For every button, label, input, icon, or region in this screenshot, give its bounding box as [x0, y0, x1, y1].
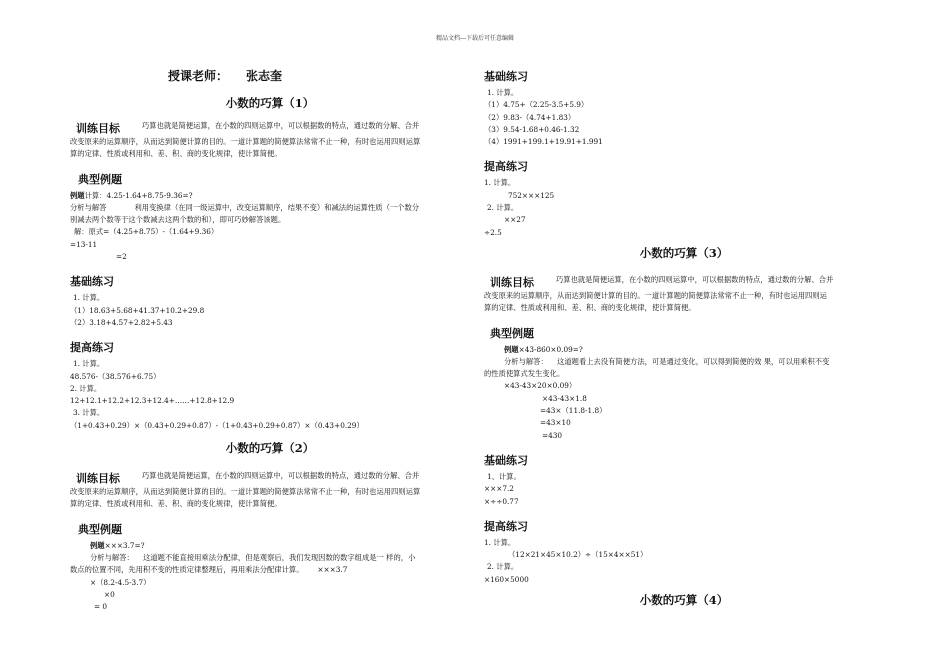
- right-basic-0: 1. 计算。: [487, 88, 519, 97]
- lesson1-improve-4: 3. 计算。: [73, 408, 105, 418]
- right-column: [484, 66, 884, 617]
- lesson2-solution1: ×（8.2-4.5-3.7）: [90, 577, 151, 587]
- teacher-label: 授课老师：: [168, 69, 229, 83]
- lesson3-basic-0: 1、计算。: [487, 471, 521, 481]
- lesson1-solution3: =2: [116, 252, 127, 262]
- lesson3-solution4: =43×10: [540, 418, 571, 428]
- lesson1-improve-heading: 提高练习: [70, 341, 114, 355]
- lesson1-example: [70, 190, 470, 202]
- right-basic-4: （4）1991+199.1+19.91+1.991: [484, 137, 603, 147]
- right-basic-2: （2）9.83-（4.74+1.83）: [484, 112, 576, 122]
- lesson1-analysis-1: [70, 202, 470, 214]
- lesson2-goal-line2: 改变原来的运算顺序，从而达到简便计算的目的。一道计算题的简便算法常常不止一种，有时也运用四则运算: [70, 487, 421, 497]
- right-improve-4: ××27: [504, 215, 526, 225]
- lesson2-example: [70, 540, 470, 552]
- lesson4-title: 小数的巧算（4）: [639, 593, 729, 608]
- lesson1-goal-line2: 改变原来的运算顺序，从而达到简便计算的目的。一道计算题的简便算法常常不止一种，有时也运用四则运算: [70, 137, 421, 146]
- lesson1-basic-heading: 基础练习: [70, 275, 114, 289]
- lesson3-improve-1: 1. 计算。: [484, 537, 516, 547]
- lesson1-improve-2: 2. 计算。: [70, 383, 102, 393]
- lesson3-example-text: ×43-860×0.09=?: [518, 344, 583, 354]
- lesson3-goal-line2: 改变原来的运算顺序，从而达到简便计算的目的。一道计算题的简便算法常常不止一种，有时也运用四则运: [484, 290, 827, 300]
- lesson3-analysis-line2: 的性质使算式发生变化。: [484, 369, 565, 379]
- lesson2-solution3: = 0: [94, 602, 108, 612]
- right-basic-1: （1）4.75+（2.25-3.5+5.9）: [484, 100, 589, 110]
- lesson1-goal-label: 训练目标: [76, 122, 120, 135]
- lesson2-goal-line1: 巧算也就是简便运算，在小数的四则运算中，可以根据数的特点，通过数的分解、合并: [142, 471, 420, 481]
- lesson1-example-heading: 典型例题: [78, 172, 122, 186]
- lesson1-title: 小数的巧算（1）: [225, 96, 315, 110]
- lesson1-analysis-label: 分析与解答: [70, 202, 107, 212]
- right-improve-2: 752×××125: [508, 190, 555, 200]
- lesson3-example: [484, 344, 884, 356]
- lesson1-goal-line3: 算的定律、性质或利用和、差、积、商的变化规律，使计算简便。: [70, 149, 282, 159]
- lesson3-example-label: 例题: [504, 344, 519, 354]
- lesson2-goal: [70, 470, 470, 486]
- lesson3-improve-4: ×160×5000: [484, 574, 529, 584]
- lesson3-goal-line1: 巧算也就是简便运算，在小数的四则运算中，可以根据数的特点，通过数的分解、合并: [556, 274, 834, 284]
- lesson1-goal-line1: 巧算也就是简便运算，在小数的四则运算中，可以根据数的特点，通过数的分解、合并: [142, 121, 420, 130]
- right-improve-heading: 提高练习: [484, 160, 528, 174]
- lesson3-example-heading: 典型例题: [490, 326, 534, 340]
- lesson3-improve-3: 2. 计算。: [487, 562, 519, 572]
- lesson2-title: 小数的巧算（2）: [225, 441, 315, 456]
- lesson3-goal: [484, 274, 884, 290]
- lesson1-solution1: 解：原式=（4.25+8.75）-（1.64+9.36）: [74, 227, 219, 237]
- right-basic-heading: 基础练习: [484, 70, 528, 83]
- lesson2-example-heading: 典型例题: [78, 522, 122, 536]
- lesson3-analysis-line1: 分析与解答： 这道题看上去没有简便方法，可是通过变化，可以得到简便的效 果，可以用乘积不变: [504, 356, 830, 366]
- right-improve-1: 1. 计算。: [484, 178, 516, 188]
- left-column: [70, 66, 470, 613]
- lesson3-title: 小数的巧算（3）: [639, 245, 729, 260]
- right-basic-3: （3）9.54-1.68+0.46-1.32: [484, 124, 580, 134]
- lesson1-improve-3: 12+12.1+12.2+12.3+12.4+……+12.8+12.9: [70, 396, 235, 406]
- lesson3-solution3: =43×（11.8-1.8）: [540, 406, 607, 416]
- lesson1-example-text: 计算：4.25-1.64+8.75-9.36=?: [84, 190, 193, 200]
- lesson3-solution2: ×43-43×1.8: [542, 393, 587, 403]
- lesson3-improve-2: （12×21×45×10.2）÷（15×4××51）: [508, 550, 648, 560]
- lesson2-goal-label: 训练目标: [76, 472, 120, 486]
- teacher-line: [70, 67, 470, 84]
- lesson1-improve-1: 48.576-（38.576+6.75）: [70, 371, 161, 381]
- lesson3-solution5: =430: [542, 430, 563, 440]
- right-improve-5: ÷2.5: [484, 227, 502, 237]
- lesson1-analysis-line1: 利用变换律（在同一级运算中，改变运算顺序，结果不变）和减法的运算性质（一个数分: [134, 202, 420, 212]
- lesson2-goal-line3: 算的定律、性质或利用和、差、积、商的变化规律，使计算简便。: [70, 499, 282, 509]
- teacher-name: 张志奎: [246, 69, 283, 83]
- lesson1-basic-2: （2）3.18+4.57+2.82+5.43: [70, 317, 173, 327]
- right-improve-3: 2. 计算。: [487, 203, 519, 213]
- lesson3-goal-label: 训练目标: [490, 275, 534, 289]
- lesson2-analysis-line2: 数点的位置不同，先用积不变的性质定律整理后，再用乘法分配律计算。 ×××3.7: [70, 565, 348, 575]
- page-header: 精品文档---下载后可任意编辑: [435, 35, 515, 42]
- lesson2-analysis-line1: 分析与解答： 这道题不能直接用乘法分配律，但是观察后，我们发现因数的数字组成是一 样的，小: [90, 552, 416, 562]
- lesson1-example-label: 例题: [70, 190, 85, 200]
- lesson2-example-text: ×××3.7=?: [104, 540, 145, 550]
- lesson2-solution2: ×0: [104, 589, 115, 599]
- lesson3-goal-line3: 算的定律、性质或利用和、差、积、商的变化规律，使计算简便。: [484, 303, 696, 313]
- lesson1-goal: [70, 120, 470, 136]
- lesson1-basic-0: 1. 计算。: [73, 293, 105, 303]
- lesson1-basic-1: （1）18.63+5.68+41.37+10.2+29.8: [70, 305, 205, 315]
- lesson1-solution2: =13-11: [70, 239, 98, 249]
- lesson3-basic-2: ×÷÷0.77: [484, 496, 519, 506]
- lesson3-improve-heading: 提高练习: [484, 519, 528, 533]
- lesson2-example-label: 例题: [90, 540, 105, 550]
- lesson1-improve-5: （1+0.43+0.29）×（0.43+0.29+0.87）-（1+0.43+0.29+0.87）×（0.43+0.29）: [70, 420, 364, 430]
- lesson1-improve-0: 1. 计算。: [73, 359, 105, 369]
- lesson3-solution1: ×43-43×20×0.09）: [504, 381, 577, 391]
- lesson1-analysis-line2: 别减去两个数等于这个数减去这两个数的和），即可巧妙解答该题。: [70, 215, 286, 225]
- lesson3-basic-1: ×××7.2: [484, 484, 514, 494]
- lesson3-basic-heading: 基础练习: [484, 453, 528, 467]
